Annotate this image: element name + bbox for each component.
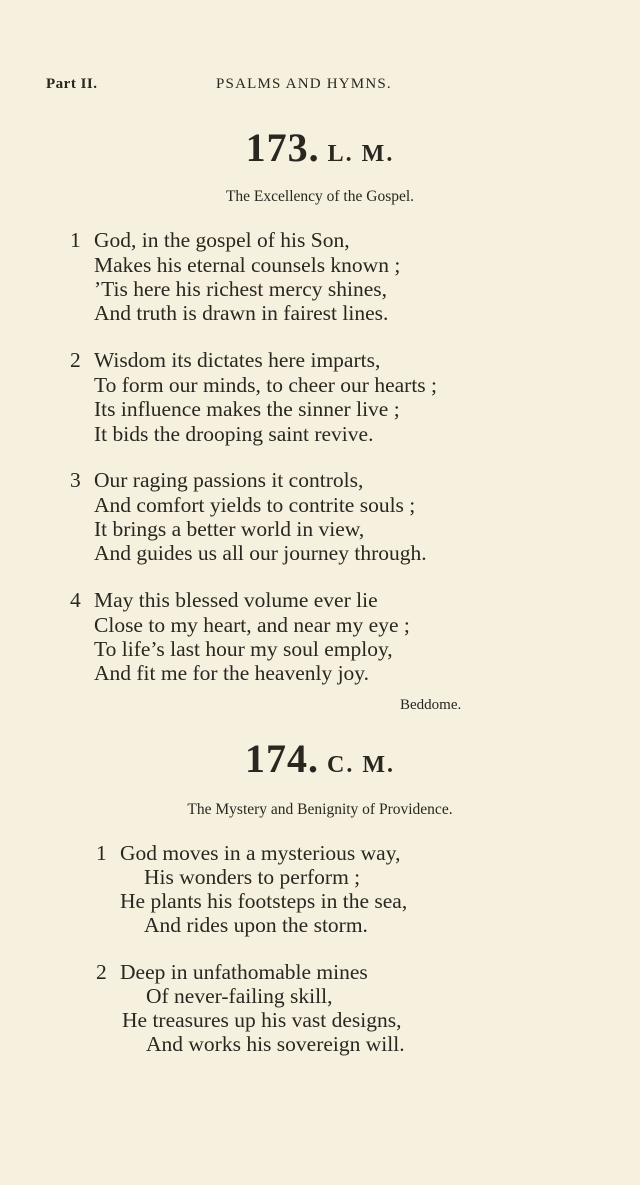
running-header [46, 76, 426, 100]
verse-line: God moves in a mysterious way, [120, 841, 401, 865]
verse-line: May this blessed volume ever lie [94, 588, 378, 612]
part-label: Part II. [46, 76, 98, 92]
stanza-number: 2 [96, 960, 107, 984]
verse-line: Its influence makes the sinner live ; [94, 397, 400, 421]
hymn-173-subtitle: The Excellency of the Gospel. [225, 188, 415, 205]
verse-line: ’Tis here his richest mercy shines, [94, 277, 387, 301]
verse-line: And guides us all our journey through. [94, 541, 427, 565]
stanza-number: 2 [70, 348, 81, 372]
verse-line: Of never-failing skill, [146, 984, 333, 1008]
stanza-number: 1 [70, 228, 81, 252]
stanza-number: 3 [70, 468, 81, 492]
hymn-meter: C. M. [327, 752, 395, 778]
hymn-173-author: Beddome. [400, 697, 462, 713]
hymn-number: 174. [245, 736, 319, 781]
verse-line: It brings a better world in view, [94, 517, 365, 541]
hymn-174-heading [0, 735, 640, 782]
hymn-meter: L. M. [327, 141, 395, 167]
verse-line: Makes his eternal counsels known ; [94, 253, 401, 277]
hymn-number: 173. [245, 125, 320, 170]
verse-line: And works his sovereign will. [146, 1032, 405, 1056]
verse-line: And fit me for the heavenly joy. [94, 661, 370, 685]
hymn-174-subtitle: The Mystery and Benignity of Providence. [187, 801, 453, 818]
verse-line: Our raging passions it controls, [94, 468, 364, 492]
verse-line: It bids the drooping saint revive. [94, 422, 374, 446]
verse-line: Deep in unfathomable mines [120, 960, 368, 984]
verse-line: His wonders to perform ; [144, 865, 361, 889]
verse-line: And rides upon the storm. [144, 913, 368, 937]
verse-line: He treasures up his vast designs, [122, 1008, 402, 1032]
hymn-173-heading [0, 124, 640, 171]
verse-line: Wisdom its dictates here imparts, [94, 348, 381, 372]
verse-line: And truth is drawn in fairest lines. [94, 301, 389, 325]
verse-line: Close to my heart, and near my eye ; [94, 613, 410, 637]
verse-line: He plants his footsteps in the sea, [120, 889, 408, 913]
verse-line: God, in the gospel of his Son, [94, 228, 350, 252]
stanza-number: 1 [96, 841, 107, 865]
verse-line: And comfort yields to contrite souls ; [94, 493, 416, 517]
verse-line: To life’s last hour my soul employ, [94, 637, 393, 661]
verse-line: To form our minds, to cheer our hearts ; [94, 373, 438, 397]
book-title: PSALMS AND HYMNS. [216, 76, 392, 92]
stanza-number: 4 [70, 588, 81, 612]
